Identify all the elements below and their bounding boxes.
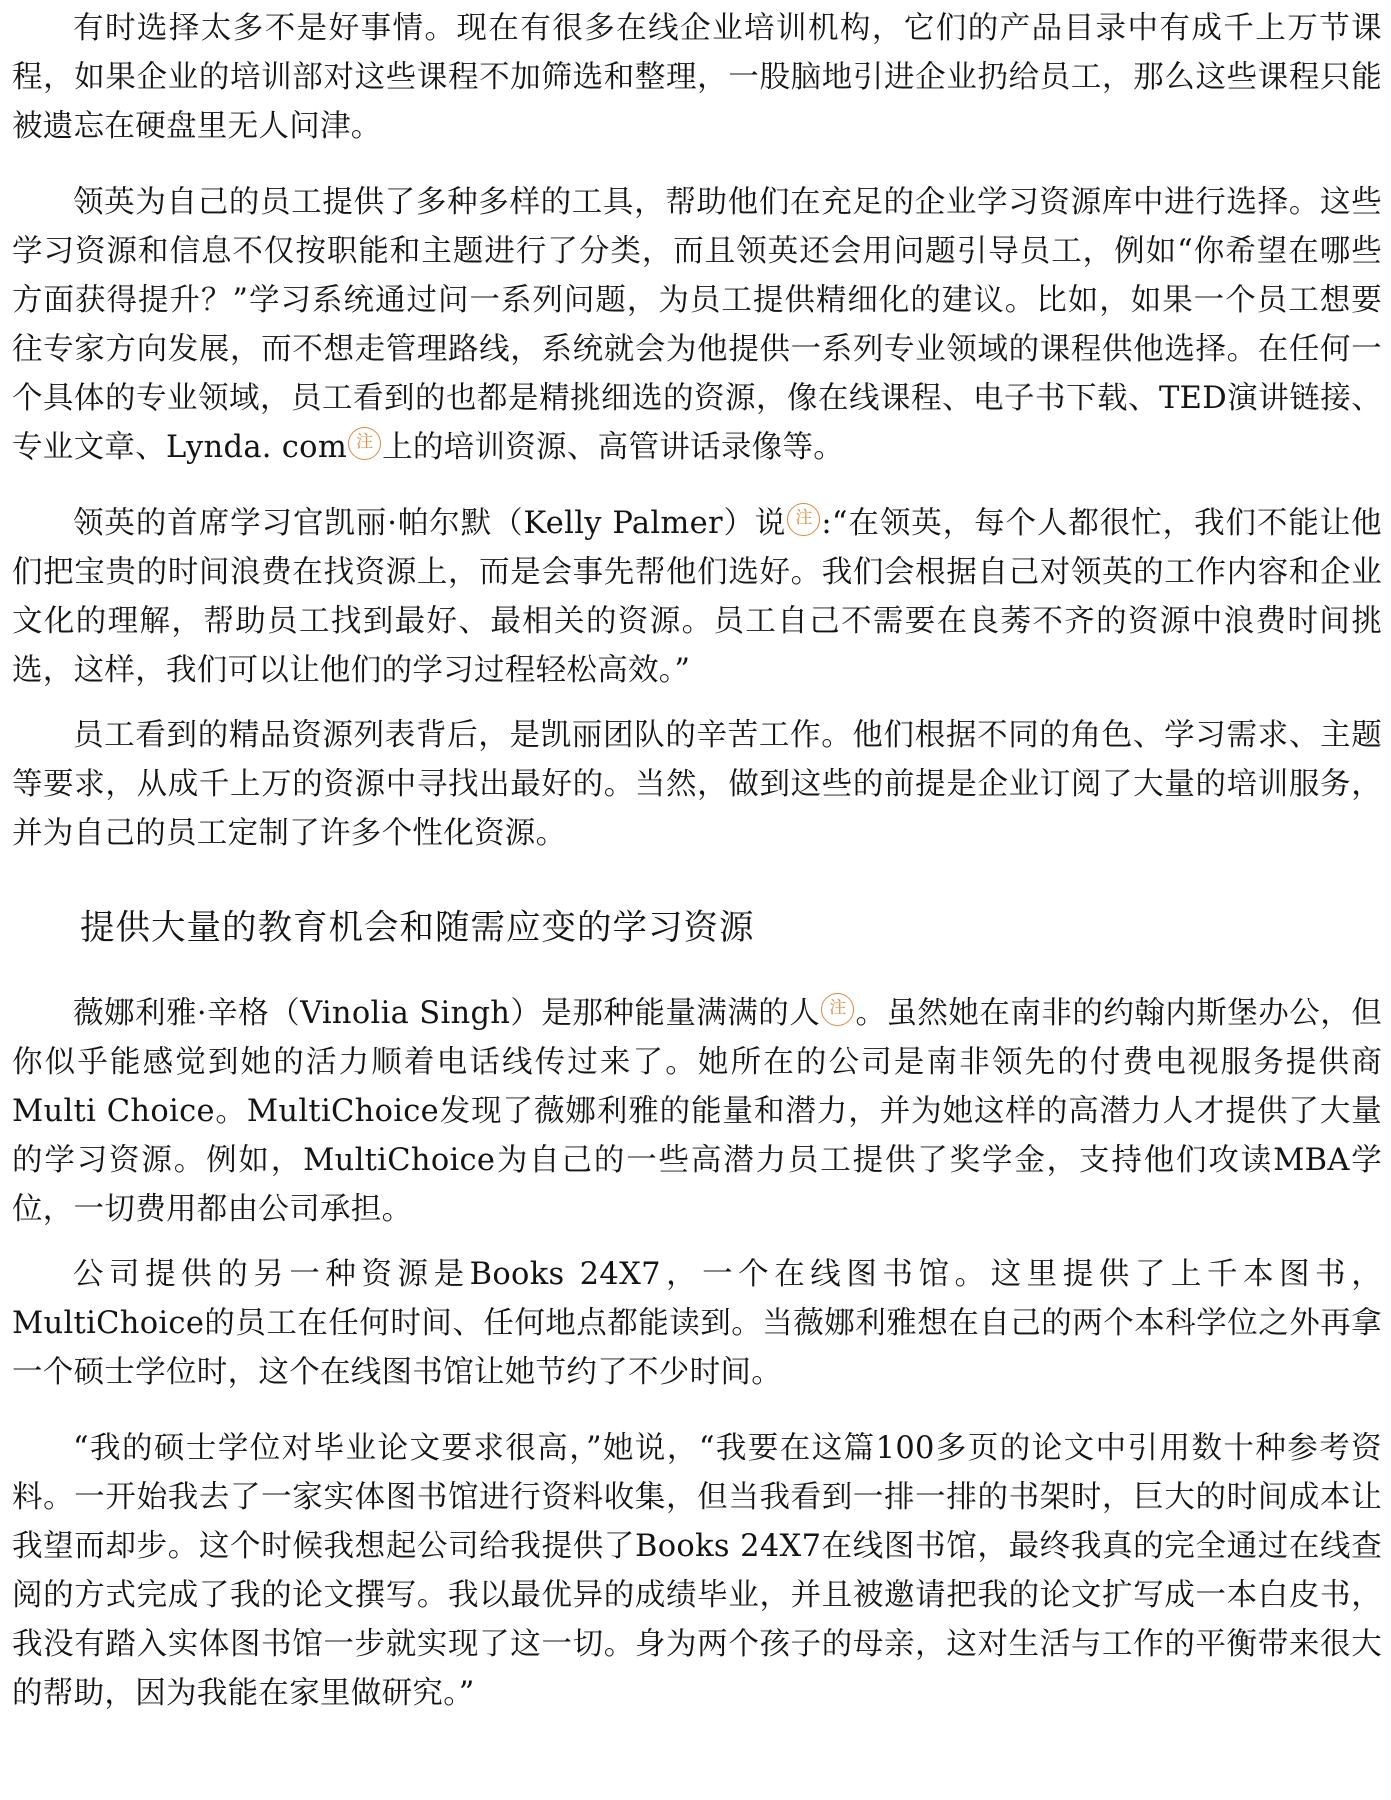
paragraph: 公司提供的另一种资源是Books 24X7，一个在线图书馆。这里提供了上千本图书，MultiChoice的员工在任何时间、任何地点都能读到。当薇娜利雅想在自己的两个本科学位之外再拿一个硕士学位时，这个在线图书馆让她节约了不少时间。 [12,1257,1382,1390]
paragraph-text: 上的培训资源、高管讲话录像等。 [382,430,845,465]
footnote-marker-icon[interactable]: 注 [348,427,381,460]
paragraph: “我的硕士学位对毕业论文要求很高，”她说，“我要在这篇100多页的论文中引用数十种参考资料。一开始我去了一家实体图书馆进行资料收集，但当我看到一排一排的书架时，巨大的时间成本让我望而却步。这个时候我想起公司给我提供了Books 24X7在线图书馆，最终我真的完全通过在线查阅的方式完成了我的论文撰写。我以最优异的成绩毕业，并且被邀请把我的论文扩写成一本白皮书，我没有踏入实体图书馆一步就实现了这一切。身为两个孩子的母亲，这对生活与工作的平衡带来很大的帮助，因为我能在家里做研究。” [12,1431,1382,1711]
paragraph [12,178,1382,472]
document-page [12,0,1382,1718]
section-heading: 提供大量的教育机会和随需应变的学习资源 [80,908,755,948]
paragraph-text: 领英的首席学习官凯丽·帕尔默（Kelly Palmer）说 [73,506,787,541]
paragraph: 有时选择太多不是好事情。现在有很多在线企业培训机构，它们的产品目录中有成千上万节课程，如果企业的培训部对这些课程不加筛选和整理，一股脑地引进企业扔给员工，那么这些课程只能被遗忘在硬盘里无人问津。 [12,11,1382,144]
footnote-marker-icon[interactable]: 注 [821,993,854,1026]
paragraph: 员工看到的精品资源列表背后，是凯丽团队的辛苦工作。他们根据不同的角色、学习需求、主题等要求，从成千上万的资源中寻找出最好的。当然，做到这些的前提是企业订阅了大量的培训服务，并为自己的员工定制了许多个性化资源。 [12,718,1382,851]
paragraph [12,989,1382,1234]
paragraph-text: 薇娜利雅·辛格（Vinolia Singh）是那种能量满满的人 [73,996,821,1031]
paragraph-text: 领英为自己的员工提供了多种多样的工具，帮助他们在充足的企业学习资源库中进行选择。这些学习资源和信息不仅按职能和主题进行了分类，而且领英还会用问题引导员工，例如“你希望在哪些方面获得提升？”学习系统通过问一系列问题，为员工提供精细化的建议。比如，如果一个员工想要往专家方向发展，而不想走管理路线，系统就会为他提供一系列专业领域的课程供他选择。在任何一个具体的专业领域，员工看到的也都是精挑细选的资源，像在线课程、电子书下载、TED演讲链接、专业文章、Lynda. com [12,185,1382,465]
paragraph [12,499,1382,695]
paragraph-text: :“在领英，每个人都很忙，我们不能让他们把宝贵的时间浪费在找资源上，而是会事先帮他们选好。我们会根据自己对领英的工作内容和企业文化的理解，帮助员工找到最好、最相关的资源。员工自己不需要在良莠不齐的资源中浪费时间挑选，这样，我们可以让他们的学习过程轻松高效。” [12,506,1382,688]
footnote-marker-icon[interactable]: 注 [787,503,820,536]
paragraph-text: 。虽然她在南非的约翰内斯堡办公，但你似乎能感觉到她的活力顺着电话线传过来了。她所在的公司是南非领先的付费电视服务提供商Multi Choice。MultiChoice发现了薇娜利雅的能量和潜力，并为她这样的高潜力人才提供了大量的学习资源。例如，MultiChoice为自己的一些高潜力员工提供了奖学金，支持他们攻读MBA学位，一切费用都由公司承担。 [12,996,1383,1227]
